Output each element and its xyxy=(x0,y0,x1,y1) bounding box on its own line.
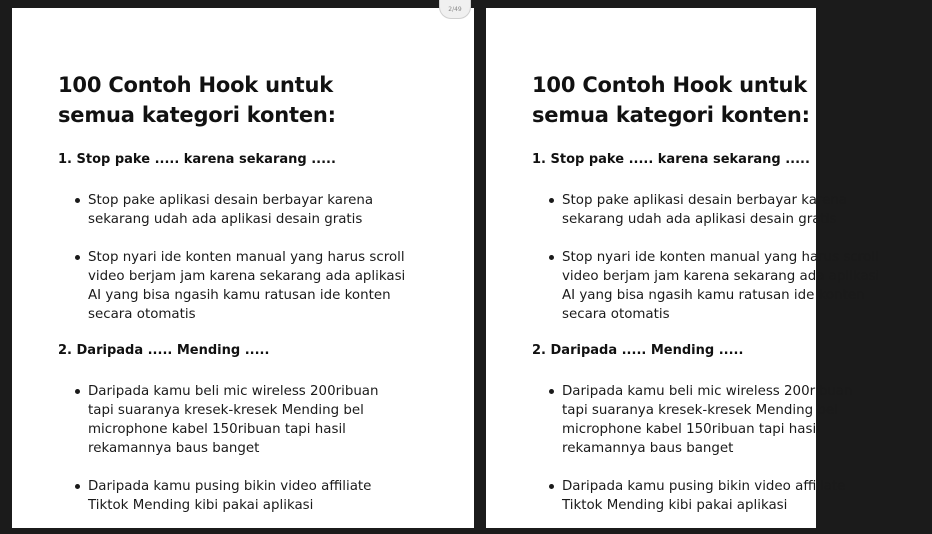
section-2-list xyxy=(532,382,932,515)
list-item: Daripada kamu beli mic wireless 200ribuan tapi suaranya kresek-kresek Mending bel microphone kabel 150ribuan tapi hasil rekamannya baus banget xyxy=(562,382,932,458)
section-2-list xyxy=(58,382,458,515)
section-heading-1: 1. Stop pake ..... karena sekarang ..... xyxy=(58,152,336,167)
page-content xyxy=(58,70,458,534)
list-item: Daripada kamu beli mic wireless 200ribuan tapi suaranya kresek-kresek Mending bel microphone kabel 150ribuan tapi hasil rekamannya baus banget xyxy=(88,382,458,458)
page-title: 100 Contoh Hook untuk semua kategori konten: xyxy=(58,73,336,127)
section-heading-2: 2. Daripada ..... Mending ..... xyxy=(532,343,744,358)
section-1-list xyxy=(58,191,458,324)
section-heading-1: 1. Stop pake ..... karena sekarang ..... xyxy=(532,152,810,167)
page-counter: 2/49 xyxy=(439,0,471,19)
list-item: Daripada kamu pusing bikin video affiliate Tiktok Mending kibi pakai aplikasi xyxy=(562,477,932,515)
list-item: Stop nyari ide konten manual yang harus scroll video berjam jam karena sekarang ada aplikasi AI yang bisa ngasih kamu ratusan ide konten secara otomatis xyxy=(562,248,932,324)
list-item: Stop nyari ide konten manual yang harus scroll video berjam jam karena sekarang ada aplikasi AI yang bisa ngasih kamu ratusan ide konten secara otomatis xyxy=(88,248,458,324)
page-title: 100 Contoh Hook untuk semua kategori konten: xyxy=(532,73,810,127)
list-item: Daripada kamu pusing bikin video affiliate Tiktok Mending kibi pakai aplikasi xyxy=(88,477,458,515)
section-1-list xyxy=(532,191,932,324)
document-page-right xyxy=(486,8,880,528)
document-page-left xyxy=(12,8,474,528)
list-item: Stop pake aplikasi desain berbayar karena sekarang udah ada aplikasi desain gratis xyxy=(562,191,932,229)
list-item: Stop pake aplikasi desain berbayar karena sekarang udah ada aplikasi desain gratis xyxy=(88,191,458,229)
section-heading-2: 2. Daripada ..... Mending ..... xyxy=(58,343,270,358)
page-content xyxy=(532,70,932,534)
